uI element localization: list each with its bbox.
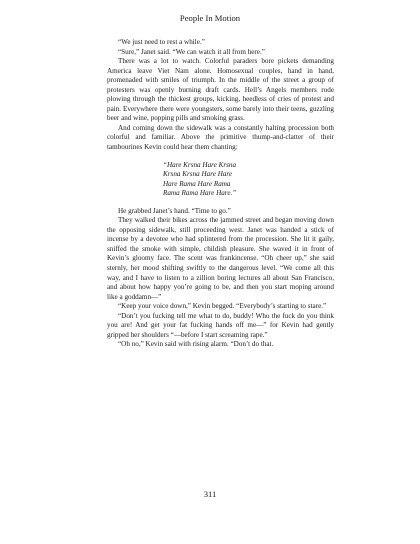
paragraph: “Oh no,” Kevin said with rising alarm. “Don’t do that.: [118, 340, 274, 349]
verse-line: Hare Rama Hare Rama: [163, 179, 231, 188]
body-text: [107, 38, 334, 350]
paragraph: And coming down the sidewalk was a constantly halting procession both colorful and familiar. Above the primitive thump-and-clatter of their tambourines Kevin could hear them chanting:: [107, 123, 334, 152]
paragraph: “We just need to rest a while.”: [118, 38, 205, 46]
chant-verse: [163, 161, 334, 199]
page-number: 311: [203, 489, 217, 499]
paragraph: “Sure,” Janet said. “We can watch it all from here.”: [118, 47, 265, 56]
paragraph: He grabbed Janet’s hand. “Time to go.”: [118, 206, 231, 215]
running-head: People In Motion: [179, 13, 241, 23]
verse-line: Rama Rama Hare Hare.”: [163, 189, 237, 198]
paragraph: “Don’t you fucking tell me what to do, buddy! Who the fuck do you think you are! And get your fat fucking hands off me—” for Kevin had gently gripped her shoulders “—before I start screaming rape.”: [107, 311, 334, 339]
verse-line: Krsna Krsna Hare Hare: [163, 170, 233, 179]
paragraph: “Keep your voice down,” Kevin begged. “Everybody’s starting to stare.”: [118, 302, 327, 311]
paragraph: They walked their bikes across the jammed street and began moving down the opposing sidewalk, still proceeding west. Janet was handed a stick of incense by a devotee who had splintered from the procession. She lit it gaily, sniffed the smoke with simple, childish pleasure. She waved it in front of Kevin’s gloomy face. The scent was frankincense. “Oh cheer up,” she said sternly, her mood shifting swiftly to the dangerous level. “We come all this way, and I have to listen to a zillion boring lectures all about San Francisco, and about how happy you’re going to be, and then you start moping around like a goddamn—”: [107, 216, 334, 301]
paragraph: There was a lot to watch. Colorful paraders bore pickets demanding America leave Viet Nam alone. Homosexual couples, hand in hand, promenaded with smiles of triumph. In the middle of the street a group of protesters was openly burning draft cards. Hell’s Angels members rode plowing through the thickest groups, kicking, heedless of cries of protest and pain. Everywhere there were youngsters, some barely into their teens, guzzling beer and wine, popping pills and smoking grass.: [107, 57, 334, 123]
verse-line: “Hare Krsna Hare Krsna: [163, 160, 237, 169]
